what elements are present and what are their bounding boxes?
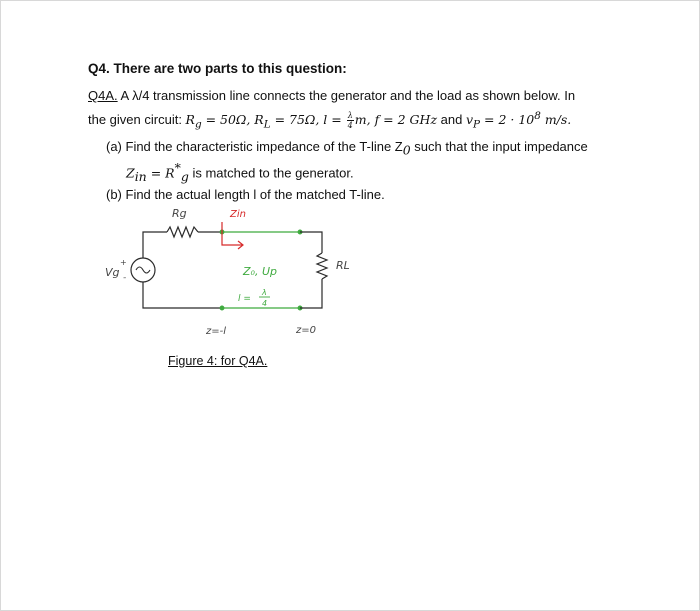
load-wires <box>300 232 322 308</box>
part-b-line: (b) Find the actual length l of the matched T-line. <box>106 186 385 202</box>
vg-minus: - <box>123 273 127 283</box>
rl-symbol: $R_L = 75\Omega$, <box>254 112 324 131</box>
paragraph-text-2: the given circuit: <box>88 112 186 128</box>
paragraph-text-1: A λ/4 transmission line connects the generator and the load as shown below. In <box>117 88 576 103</box>
zin-arrow-icon <box>222 222 243 249</box>
wire-gen-bottom <box>143 282 222 308</box>
frequency-symbol: f = 2 GHz <box>374 112 438 128</box>
rg-symbol: $R_g = 50\Omega$, <box>185 112 255 131</box>
wire-gen-top <box>143 232 167 258</box>
question-label: Q4A. <box>88 88 118 103</box>
length-num: λ <box>262 288 267 297</box>
length-annotation: l = <box>238 294 251 304</box>
length-den: 4 <box>262 299 268 308</box>
length-symbol: l = $\frac{\lambda}{4}$ m, <box>323 111 375 131</box>
rl-resistor <box>317 253 327 279</box>
vg-plus: + <box>120 258 127 267</box>
vg-annotation: Vg <box>105 266 120 279</box>
part-a-line-1: (a) Find the characteristic impedance of the T-line $Z_0$ such that the input impedance <box>106 139 588 158</box>
question-title: Q4. There are two parts to this question: <box>88 61 347 76</box>
figure-caption: Figure 4: for Q4A. <box>168 354 268 368</box>
z-right-annotation: z=0 <box>296 325 316 336</box>
and-text: and <box>437 112 466 128</box>
rg-annotation: Rg <box>172 207 187 220</box>
part-a-line-2: $Z_{in} = R^*_g$ is matched to the generator. <box>126 160 354 185</box>
z0-vp-annotation: Z₀, Up <box>243 265 277 278</box>
zin-annotation: Zin <box>230 209 246 220</box>
vp-symbol: $v_P = 2 \cdot 10^8$ m/s. <box>465 110 572 131</box>
z-left-annotation: z=-l <box>206 326 227 337</box>
rg-resistor <box>167 227 198 237</box>
generator-source-icon <box>131 258 155 282</box>
rl-annotation: RL <box>336 259 350 272</box>
